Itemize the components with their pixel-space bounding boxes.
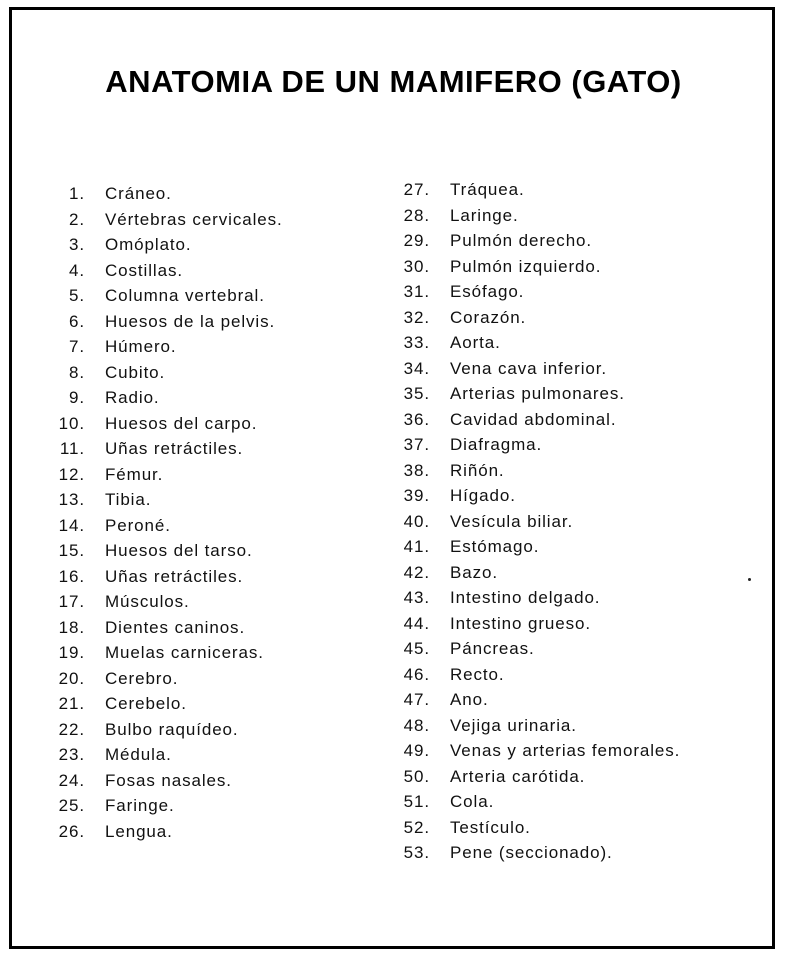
legend-item (52, 184, 283, 210)
legend-item (392, 206, 680, 232)
legend-item-number: 3. (69, 235, 85, 254)
legend-item-label: Esófago. (450, 282, 525, 301)
legend-item (52, 771, 283, 797)
legend-item-number: 51. (403, 792, 430, 811)
legend-item-label: Costillas. (105, 260, 183, 280)
legend-item (392, 537, 680, 563)
legend-item-number: 43. (403, 588, 430, 607)
legend-item (392, 461, 680, 487)
legend-item-number: 21. (58, 694, 85, 713)
legend-item-label: Pulmón derecho. (450, 231, 593, 250)
legend-item-label: Vértebras cervicales. (105, 209, 283, 229)
legend-item-label: Cerebro. (105, 668, 179, 688)
legend-item-number: 12. (58, 464, 85, 484)
legend-item-number: 1. (69, 184, 85, 203)
legend-item-label: Cola. (450, 792, 495, 811)
legend-item-label: Músculos. (105, 592, 190, 611)
legend-item-number: 24. (58, 770, 85, 790)
legend-item-number: 19. (58, 643, 85, 662)
legend-item (392, 333, 680, 359)
legend-item-number: 39. (403, 486, 430, 505)
legend-item-number: 18. (58, 617, 85, 637)
legend-item-number: 42. (403, 562, 430, 582)
legend-item-number: 25. (58, 796, 85, 815)
legend-item (52, 745, 283, 771)
legend-item (392, 231, 680, 257)
legend-item-label: Bazo. (450, 562, 498, 582)
legend-item (52, 414, 283, 440)
legend-item-number: 10. (58, 413, 85, 433)
legend-item (52, 465, 283, 491)
legend-item-label: Faringe. (105, 796, 175, 815)
legend-item-number: 40. (403, 511, 430, 531)
legend-item-label: Uñas retráctiles. (105, 439, 244, 458)
legend-item-label: Huesos del tarso. (105, 541, 253, 560)
legend-item-label: Estómago. (450, 537, 540, 556)
legend-item (392, 690, 680, 716)
legend-item-number: 5. (69, 286, 85, 305)
legend-item (392, 843, 680, 869)
legend-item-label: Bulbo raquídeo. (105, 719, 239, 739)
legend-item-label: Peroné. (105, 515, 171, 535)
legend-item (52, 618, 283, 644)
legend-item (52, 261, 283, 287)
legend-item-number: 22. (58, 719, 85, 739)
legend-item (52, 439, 283, 465)
legend-item (52, 210, 283, 236)
legend-item (392, 180, 680, 206)
legend-item-number: 49. (403, 741, 430, 760)
legend-item (52, 796, 283, 822)
legend-item-number: 37. (403, 435, 430, 454)
legend-item-number: 36. (403, 409, 430, 429)
legend-item-label: Lengua. (105, 821, 173, 841)
legend-list-left (52, 184, 283, 847)
legend-item-label: Médula. (105, 745, 172, 764)
legend-item-number: 50. (403, 766, 430, 786)
legend-item (392, 639, 680, 665)
legend-item-number: 27. (403, 180, 430, 199)
legend-item (392, 257, 680, 283)
legend-item (392, 282, 680, 308)
legend-item-label: Aorta. (450, 333, 501, 352)
legend-item-number: 28. (403, 205, 430, 225)
legend-item-label: Huesos del carpo. (105, 413, 258, 433)
legend-item-label: Testículo. (450, 817, 531, 837)
legend-item-label: Fosas nasales. (105, 770, 232, 790)
legend-item-number: 34. (403, 358, 430, 378)
legend-item-number: 13. (58, 490, 85, 509)
legend-item-number: 11. (59, 439, 85, 458)
legend-item-label: Diafragma. (450, 435, 543, 454)
legend-item-label: Fémur. (105, 464, 164, 484)
legend-item (392, 741, 680, 767)
legend-item-label: Recto. (450, 664, 505, 684)
legend-list-right (392, 180, 680, 869)
legend-item-label: Uñas retráctiles. (105, 566, 244, 586)
legend-item (52, 720, 283, 746)
legend-item (392, 588, 680, 614)
legend-item-label: Muelas carniceras. (105, 643, 264, 662)
legend-item-number: 32. (403, 307, 430, 327)
legend-item-label: Columna vertebral. (105, 286, 265, 305)
legend-item-label: Hígado. (450, 486, 516, 505)
legend-item (392, 384, 680, 410)
legend-item (392, 563, 680, 589)
legend-item-number: 46. (403, 664, 430, 684)
legend-item-label: Omóplato. (105, 235, 192, 254)
legend-item-number: 15. (58, 541, 85, 560)
legend-item (52, 337, 283, 363)
legend-item (52, 592, 283, 618)
legend-item-number: 8. (69, 362, 85, 382)
legend-item-number: 33. (403, 333, 430, 352)
legend-item-label: Riñón. (450, 460, 505, 480)
legend-item-number: 16. (58, 566, 85, 586)
legend-item (52, 235, 283, 261)
legend-item (52, 567, 283, 593)
legend-item-number: 45. (403, 639, 430, 658)
print-speck (748, 578, 751, 581)
legend-item (52, 669, 283, 695)
legend-item (392, 665, 680, 691)
legend-item-label: Vena cava inferior. (450, 358, 607, 378)
legend-item-number: 31. (403, 282, 430, 301)
legend-item (52, 490, 283, 516)
legend-item-label: Ano. (450, 690, 489, 709)
legend-item (392, 359, 680, 385)
legend-item-label: Venas y arterias femorales. (450, 741, 681, 760)
legend-item-label: Vejiga urinaria. (450, 715, 577, 735)
legend-item (52, 516, 283, 542)
legend-item (392, 486, 680, 512)
legend-item-number: 4. (69, 260, 85, 280)
legend-item-label: Corazón. (450, 307, 527, 327)
legend-item (52, 388, 283, 414)
legend-item (52, 363, 283, 389)
legend-item-label: Intestino delgado. (450, 588, 601, 607)
legend-item-label: Vesícula biliar. (450, 511, 574, 531)
legend-item-number: 6. (69, 311, 85, 331)
legend-item-number: 30. (403, 256, 430, 276)
legend-item (392, 308, 680, 334)
legend-item (392, 410, 680, 436)
legend-item-label: Páncreas. (450, 639, 535, 658)
legend-item (392, 716, 680, 742)
legend-item-label: Huesos de la pelvis. (105, 311, 276, 331)
legend-item-number: 7. (69, 337, 85, 356)
legend-item (392, 792, 680, 818)
legend-item-number: 29. (403, 231, 430, 250)
legend-item-label: Arterias pulmonares. (450, 384, 625, 403)
legend-item (392, 818, 680, 844)
legend-item (392, 767, 680, 793)
legend-item (52, 822, 283, 848)
legend-item-label: Pulmón izquierdo. (450, 256, 602, 276)
legend-item (52, 312, 283, 338)
legend-item-number: 53. (403, 843, 430, 862)
legend-item-label: Tibia. (105, 490, 152, 509)
legend-item-number: 23. (58, 745, 85, 764)
legend-item (52, 286, 283, 312)
legend-item-number: 52. (403, 817, 430, 837)
legend-item-number: 41. (403, 537, 430, 556)
legend-item-number: 38. (403, 460, 430, 480)
legend-item-number: 48. (403, 715, 430, 735)
legend-item-number: 17. (58, 592, 85, 611)
legend-item-number: 26. (58, 821, 85, 841)
legend-item-number: 35. (403, 384, 430, 403)
legend-item-number: 47. (403, 690, 430, 709)
legend-item (52, 643, 283, 669)
legend-item-label: Intestino grueso. (450, 613, 591, 633)
legend-item-label: Dientes caninos. (105, 617, 246, 637)
legend-item-label: Tráquea. (450, 180, 525, 199)
legend-item-label: Laringe. (450, 205, 519, 225)
page-title: ANATOMIA DE UN MAMIFERO (GATO) (105, 64, 682, 99)
legend-item-label: Cubito. (105, 362, 166, 382)
legend-item-label: Cerebelo. (105, 694, 187, 713)
legend-item-label: Pene (seccionado). (450, 843, 613, 862)
legend-item-number: 2. (69, 209, 85, 229)
legend-item-number: 20. (58, 668, 85, 688)
legend-item-label: Cavidad abdominal. (450, 409, 617, 429)
legend-item-label: Cráneo. (105, 184, 172, 203)
legend-item (392, 512, 680, 538)
legend-item-label: Húmero. (105, 337, 177, 356)
legend-item-number: 44. (403, 613, 430, 633)
legend-item (392, 614, 680, 640)
legend-item-number: 9. (69, 388, 85, 407)
legend-item-label: Arteria carótida. (450, 766, 586, 786)
legend-item (52, 541, 283, 567)
legend-item (392, 435, 680, 461)
legend-item-number: 14. (58, 515, 85, 535)
legend-item-label: Radio. (105, 388, 160, 407)
legend-item (52, 694, 283, 720)
